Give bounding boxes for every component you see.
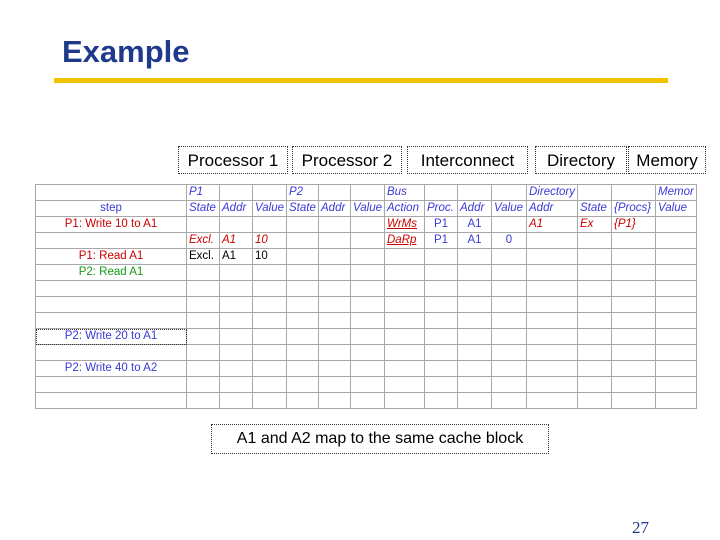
table-cell: Addr bbox=[319, 201, 351, 217]
step-cell: P2: Write 20 to A1 bbox=[36, 329, 187, 345]
table-cell bbox=[425, 361, 458, 377]
header-interconnect: Interconnect bbox=[407, 146, 528, 174]
table-cell bbox=[458, 265, 492, 281]
table-cell bbox=[351, 217, 385, 233]
table-cell bbox=[492, 185, 527, 201]
table-cell bbox=[578, 281, 612, 297]
step-cell bbox=[36, 345, 187, 361]
table-cell bbox=[220, 265, 253, 281]
table-cell bbox=[385, 393, 425, 409]
table-cell bbox=[385, 345, 425, 361]
table-cell bbox=[287, 345, 319, 361]
table-cell: WrMs bbox=[385, 217, 425, 233]
header-processor-1: Processor 1 bbox=[178, 146, 288, 174]
table-cell bbox=[492, 281, 527, 297]
table-cell: A1 bbox=[527, 217, 578, 233]
table-cell bbox=[351, 185, 385, 201]
table-cell bbox=[220, 377, 253, 393]
table-cell bbox=[458, 249, 492, 265]
table-cell bbox=[351, 345, 385, 361]
table-cell bbox=[220, 217, 253, 233]
table-cell bbox=[351, 265, 385, 281]
step-cell: P1: Write 10 to A1 bbox=[36, 217, 187, 233]
table-cell bbox=[385, 329, 425, 345]
table-cell bbox=[578, 313, 612, 329]
table-cell: P2 bbox=[287, 185, 319, 201]
table-cell bbox=[187, 217, 220, 233]
table-cell bbox=[319, 313, 351, 329]
table-cell bbox=[458, 281, 492, 297]
table-cell bbox=[425, 249, 458, 265]
table-cell bbox=[656, 393, 697, 409]
table-cell: P1 bbox=[425, 217, 458, 233]
table-cell bbox=[578, 393, 612, 409]
table-cell: Action bbox=[385, 201, 425, 217]
table-cell bbox=[187, 329, 220, 345]
table-cell bbox=[656, 297, 697, 313]
table-cell bbox=[287, 217, 319, 233]
table-row bbox=[36, 201, 697, 217]
table-cell bbox=[287, 233, 319, 249]
table-cell: Ex bbox=[578, 217, 612, 233]
table-cell: Value bbox=[492, 201, 527, 217]
table-cell bbox=[187, 265, 220, 281]
table-cell bbox=[385, 265, 425, 281]
table-cell bbox=[319, 297, 351, 313]
table-cell bbox=[612, 249, 656, 265]
page-number: 27 bbox=[632, 518, 649, 537]
table-cell bbox=[612, 393, 656, 409]
table-cell bbox=[351, 297, 385, 313]
table-cell bbox=[385, 313, 425, 329]
step-cell bbox=[36, 393, 187, 409]
table-cell bbox=[578, 345, 612, 361]
table-cell: Addr bbox=[458, 201, 492, 217]
table-cell bbox=[578, 329, 612, 345]
table-cell: Bus bbox=[385, 185, 425, 201]
table-cell: A1 bbox=[220, 249, 253, 265]
table-cell: A1 bbox=[220, 233, 253, 249]
table-cell bbox=[458, 393, 492, 409]
table-cell bbox=[527, 249, 578, 265]
table-cell bbox=[425, 313, 458, 329]
table-cell bbox=[656, 329, 697, 345]
table-cell bbox=[612, 281, 656, 297]
table-cell bbox=[287, 393, 319, 409]
table-cell bbox=[319, 249, 351, 265]
step-cell: P1: Read A1 bbox=[36, 249, 187, 265]
table-cell: State bbox=[187, 201, 220, 217]
table-cell bbox=[351, 377, 385, 393]
table-row bbox=[36, 233, 697, 249]
table-cell bbox=[527, 329, 578, 345]
step-cell bbox=[36, 281, 187, 297]
table-cell bbox=[578, 185, 612, 201]
table-cell bbox=[187, 313, 220, 329]
header-processor-2: Processor 2 bbox=[292, 146, 402, 174]
table-cell bbox=[287, 249, 319, 265]
title-underline bbox=[54, 78, 668, 83]
table-cell bbox=[287, 265, 319, 281]
table-cell bbox=[492, 265, 527, 281]
table-cell bbox=[351, 249, 385, 265]
table-cell bbox=[527, 265, 578, 281]
table-cell bbox=[458, 185, 492, 201]
table-cell bbox=[656, 217, 697, 233]
table-cell bbox=[527, 345, 578, 361]
table-cell bbox=[351, 329, 385, 345]
table-cell bbox=[458, 377, 492, 393]
table-cell bbox=[656, 249, 697, 265]
table-cell: A1 bbox=[458, 217, 492, 233]
table-cell bbox=[458, 361, 492, 377]
table-cell bbox=[458, 345, 492, 361]
step-cell bbox=[36, 313, 187, 329]
table-cell bbox=[253, 281, 287, 297]
table-cell: 0 bbox=[492, 233, 527, 249]
table-cell: P1 bbox=[425, 233, 458, 249]
table-cell: {P1} bbox=[612, 217, 656, 233]
step-cell bbox=[36, 377, 187, 393]
table-cell bbox=[527, 361, 578, 377]
slide-title: Example bbox=[62, 34, 190, 69]
table-cell bbox=[319, 345, 351, 361]
table-cell bbox=[425, 393, 458, 409]
table-cell bbox=[578, 249, 612, 265]
table-cell bbox=[319, 185, 351, 201]
table-cell bbox=[527, 377, 578, 393]
table-cell: 10 bbox=[253, 233, 287, 249]
table-cell bbox=[612, 233, 656, 249]
table-cell bbox=[187, 377, 220, 393]
table-cell bbox=[612, 345, 656, 361]
table-cell bbox=[351, 281, 385, 297]
table-cell bbox=[319, 361, 351, 377]
table-cell bbox=[527, 281, 578, 297]
table-cell bbox=[220, 281, 253, 297]
table-cell bbox=[578, 265, 612, 281]
table-cell: State bbox=[578, 201, 612, 217]
table-cell bbox=[612, 265, 656, 281]
table-cell bbox=[253, 265, 287, 281]
table-cell: Value bbox=[351, 201, 385, 217]
table-cell bbox=[385, 361, 425, 377]
step-cell bbox=[36, 233, 187, 249]
table-cell bbox=[578, 361, 612, 377]
table-cell bbox=[385, 297, 425, 313]
step-cell bbox=[36, 297, 187, 313]
table-cell bbox=[287, 281, 319, 297]
table-cell bbox=[220, 393, 253, 409]
table-cell: Addr bbox=[220, 201, 253, 217]
header-directory: Directory bbox=[535, 146, 627, 174]
table-cell: P1 bbox=[187, 185, 220, 201]
step-cell: P2: Read A1 bbox=[36, 265, 187, 281]
table-cell: Addr bbox=[527, 201, 578, 217]
table-cell: {Procs} bbox=[612, 201, 656, 217]
table-cell bbox=[612, 329, 656, 345]
table-cell bbox=[319, 233, 351, 249]
table-cell bbox=[385, 249, 425, 265]
table-row bbox=[36, 185, 697, 201]
table-cell bbox=[492, 377, 527, 393]
table-cell bbox=[492, 217, 527, 233]
table-cell bbox=[385, 281, 425, 297]
table-cell bbox=[612, 313, 656, 329]
callout-note: A1 and A2 map to the same cache block bbox=[211, 424, 549, 454]
table-cell bbox=[187, 361, 220, 377]
table-cell bbox=[425, 345, 458, 361]
table-cell bbox=[656, 361, 697, 377]
header-memory: Memory bbox=[628, 146, 706, 174]
table-cell bbox=[425, 329, 458, 345]
table-cell bbox=[492, 393, 527, 409]
table-row bbox=[36, 313, 697, 329]
table-cell bbox=[253, 345, 287, 361]
table-cell bbox=[351, 361, 385, 377]
table-cell bbox=[253, 185, 287, 201]
table-cell bbox=[578, 233, 612, 249]
table-row bbox=[36, 377, 697, 393]
table-cell: State bbox=[287, 201, 319, 217]
coherence-table bbox=[35, 184, 697, 409]
table-cell bbox=[351, 313, 385, 329]
table-cell bbox=[187, 297, 220, 313]
table-cell bbox=[319, 393, 351, 409]
table-cell bbox=[220, 185, 253, 201]
table-cell bbox=[578, 297, 612, 313]
table-cell bbox=[287, 361, 319, 377]
table-cell bbox=[527, 233, 578, 249]
table-cell bbox=[220, 297, 253, 313]
table-cell bbox=[527, 313, 578, 329]
table-row bbox=[36, 297, 697, 313]
table-row bbox=[36, 281, 697, 297]
table-cell bbox=[253, 377, 287, 393]
table-cell bbox=[425, 297, 458, 313]
step-cell: step bbox=[36, 201, 187, 217]
table-cell bbox=[319, 265, 351, 281]
table-cell bbox=[458, 313, 492, 329]
table-cell bbox=[319, 281, 351, 297]
table-cell bbox=[425, 185, 458, 201]
table-cell bbox=[253, 393, 287, 409]
table-cell: Value bbox=[656, 201, 697, 217]
table-cell bbox=[425, 281, 458, 297]
table-cell bbox=[578, 377, 612, 393]
table-cell bbox=[319, 329, 351, 345]
table-cell bbox=[492, 361, 527, 377]
table-cell bbox=[612, 297, 656, 313]
table-cell bbox=[527, 393, 578, 409]
table-cell bbox=[492, 329, 527, 345]
table-cell bbox=[492, 249, 527, 265]
table-cell bbox=[656, 281, 697, 297]
table-cell bbox=[319, 377, 351, 393]
table-cell bbox=[220, 329, 253, 345]
table-cell bbox=[656, 377, 697, 393]
table-cell bbox=[287, 297, 319, 313]
table-cell bbox=[253, 361, 287, 377]
table-cell bbox=[492, 297, 527, 313]
table-cell: Memor bbox=[656, 185, 697, 201]
table-cell bbox=[351, 233, 385, 249]
table-cell: A1 bbox=[458, 233, 492, 249]
table-cell bbox=[656, 313, 697, 329]
table-row bbox=[36, 345, 697, 361]
table-cell bbox=[253, 313, 287, 329]
table-cell bbox=[612, 185, 656, 201]
table-cell bbox=[220, 313, 253, 329]
table-cell bbox=[458, 297, 492, 313]
table-cell bbox=[612, 361, 656, 377]
table-cell bbox=[656, 233, 697, 249]
table-cell bbox=[253, 329, 287, 345]
table-row bbox=[36, 329, 697, 345]
table-cell: Value bbox=[253, 201, 287, 217]
table-cell bbox=[187, 345, 220, 361]
table-cell bbox=[492, 313, 527, 329]
table-cell bbox=[385, 377, 425, 393]
table-cell bbox=[656, 265, 697, 281]
table-cell bbox=[458, 329, 492, 345]
table-cell bbox=[287, 313, 319, 329]
table-row bbox=[36, 361, 697, 377]
table-cell bbox=[253, 217, 287, 233]
table-cell bbox=[527, 297, 578, 313]
table-cell: DaRp bbox=[385, 233, 425, 249]
step-cell bbox=[36, 185, 187, 201]
table-cell: Excl. bbox=[187, 249, 220, 265]
table-cell: Proc. bbox=[425, 201, 458, 217]
table-cell bbox=[220, 361, 253, 377]
table-cell bbox=[287, 329, 319, 345]
table-cell bbox=[656, 345, 697, 361]
table-cell bbox=[220, 345, 253, 361]
table-cell bbox=[425, 265, 458, 281]
table-cell: 10 bbox=[253, 249, 287, 265]
step-cell: P2: Write 40 to A2 bbox=[36, 361, 187, 377]
table-cell bbox=[187, 281, 220, 297]
table-cell bbox=[425, 377, 458, 393]
table-cell bbox=[287, 377, 319, 393]
table-cell: Directory bbox=[527, 185, 578, 201]
table-row bbox=[36, 393, 697, 409]
table-row bbox=[36, 249, 697, 265]
table-cell bbox=[187, 393, 220, 409]
table-cell bbox=[253, 297, 287, 313]
table-cell: Excl. bbox=[187, 233, 220, 249]
table-cell bbox=[612, 377, 656, 393]
table-cell bbox=[351, 393, 385, 409]
table-row bbox=[36, 217, 697, 233]
table-cell bbox=[492, 345, 527, 361]
table-row bbox=[36, 265, 697, 281]
table-cell bbox=[319, 217, 351, 233]
